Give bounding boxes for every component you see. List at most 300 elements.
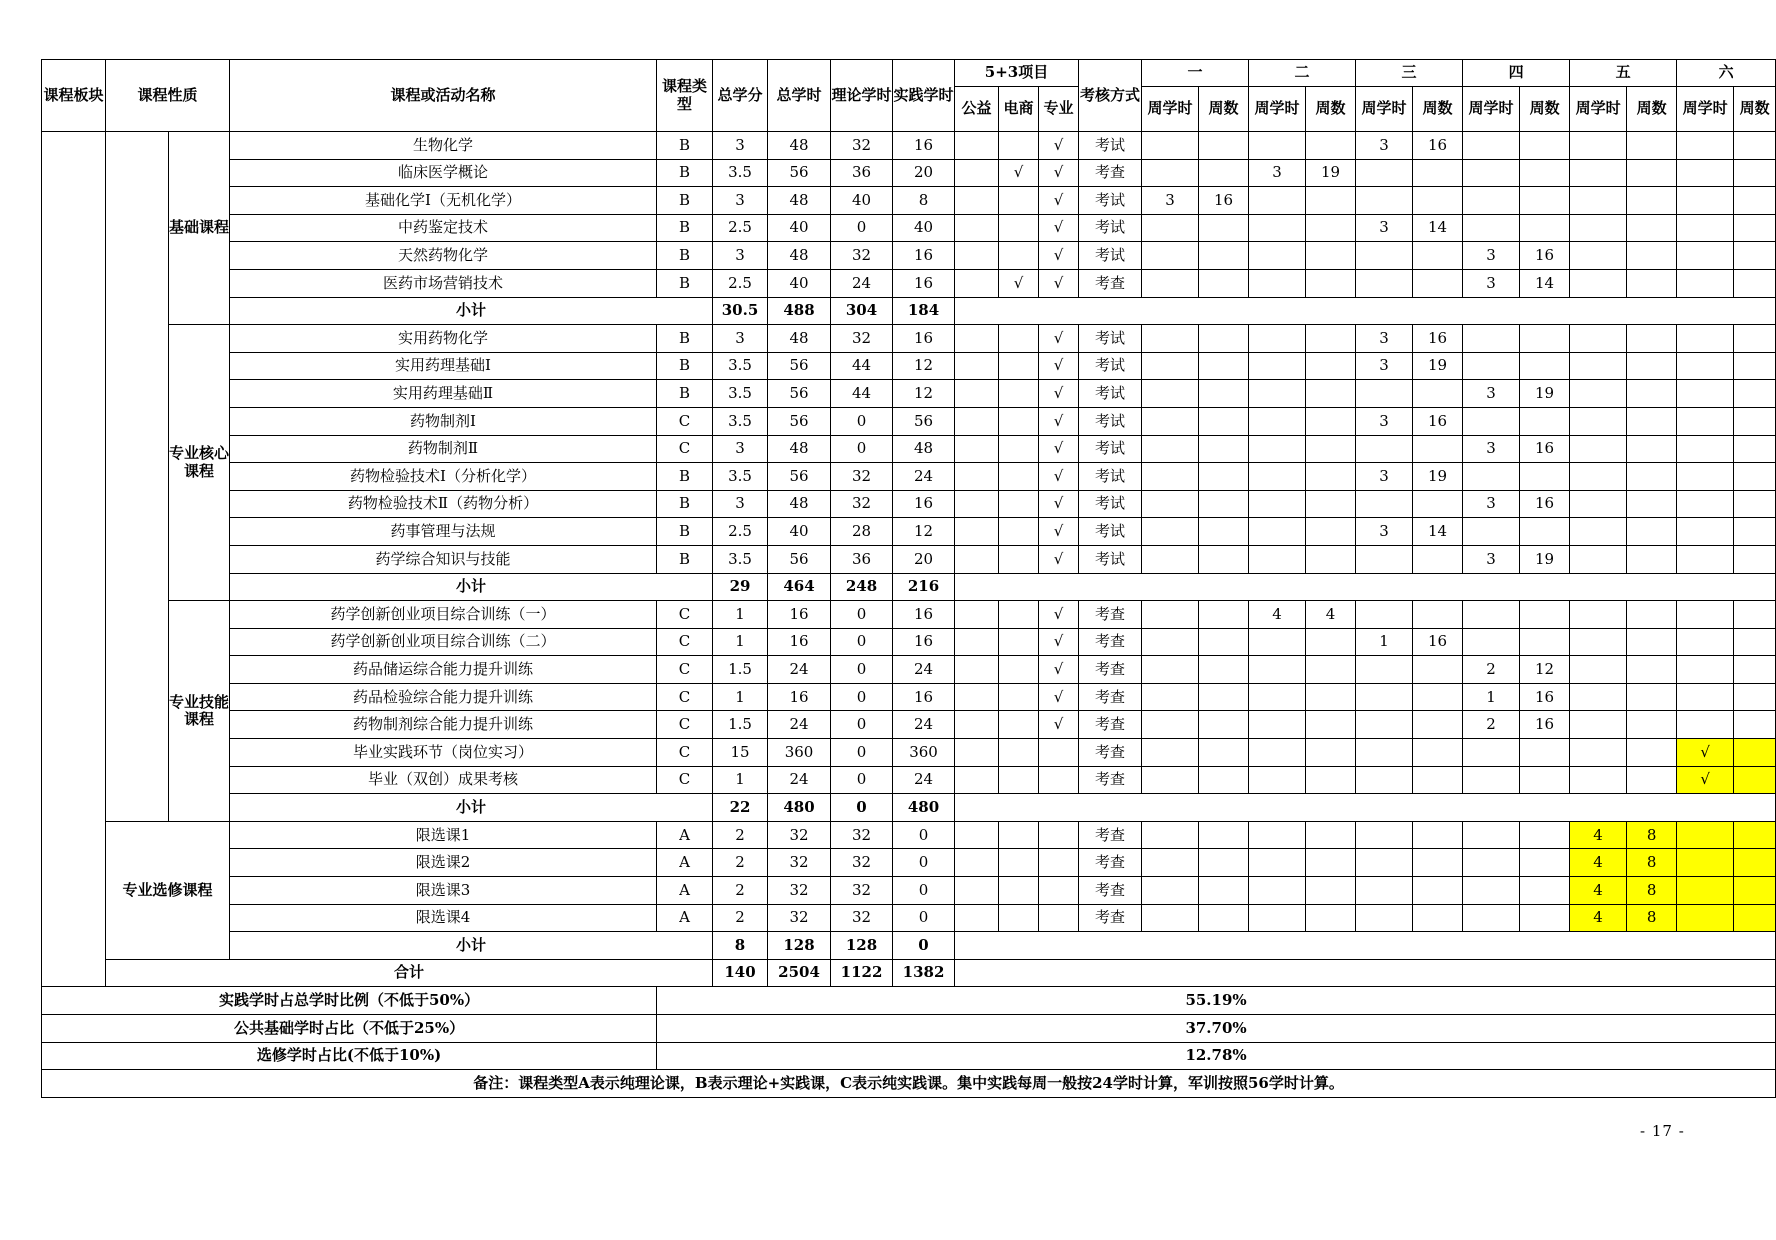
project-check (955, 601, 999, 629)
header-weekly-hours-sem-5: 周学时 (1570, 87, 1627, 132)
course-type: C (657, 407, 713, 435)
table-cell: 16 (768, 601, 831, 629)
table-cell: 32 (831, 821, 893, 849)
table-cell (1677, 325, 1734, 353)
project-check (955, 628, 999, 656)
assessment-method: 考试 (1079, 435, 1142, 463)
table-cell (1627, 407, 1677, 435)
table-cell (1199, 849, 1249, 877)
table-cell (1463, 407, 1520, 435)
table-cell (1306, 269, 1356, 297)
table-cell (1199, 380, 1249, 408)
table-cell (1413, 159, 1463, 187)
table-row (42, 821, 1776, 849)
table-cell: 2 (1463, 656, 1520, 684)
subtotal-label: 小计 (230, 297, 713, 325)
table-cell (1570, 683, 1627, 711)
table-cell (1677, 490, 1734, 518)
table-cell (1413, 683, 1463, 711)
course-type: B (657, 325, 713, 353)
table-cell: 24 (831, 269, 893, 297)
project-check (999, 877, 1039, 905)
table-cell (1570, 214, 1627, 242)
section-label: 专业技能课程 (169, 601, 230, 822)
course-name: 药物制剂Ⅱ (230, 435, 657, 463)
table-cell (1356, 683, 1413, 711)
table-cell (1520, 352, 1570, 380)
table-cell (1306, 352, 1356, 380)
table-cell (1677, 601, 1734, 629)
table-cell: 56 (893, 407, 955, 435)
table-cell (1677, 656, 1734, 684)
table-cell (1306, 877, 1356, 905)
table-cell (1413, 656, 1463, 684)
project-check: √ (1039, 187, 1079, 215)
table-cell: 3 (1463, 380, 1520, 408)
table-cell: 16 (893, 628, 955, 656)
table-cell (1520, 407, 1570, 435)
project-check: √ (1039, 352, 1079, 380)
course-type: B (657, 159, 713, 187)
table-cell: 56 (768, 380, 831, 408)
header-semester-1: 一 (1142, 60, 1249, 87)
table-cell: 16 (893, 683, 955, 711)
assessment-method: 考查 (1079, 656, 1142, 684)
table-cell: 8 (1627, 849, 1677, 877)
project-check (999, 463, 1039, 491)
table-row (42, 766, 1776, 794)
table-cell: 16 (893, 132, 955, 160)
table-cell (1677, 904, 1734, 932)
table-cell: 19 (1520, 545, 1570, 573)
table-cell: 4 (1249, 601, 1306, 629)
table-cell (1413, 766, 1463, 794)
table-cell (1199, 821, 1249, 849)
course-type: B (657, 187, 713, 215)
subtotal-label: 小计 (230, 932, 713, 960)
table-cell (1142, 545, 1199, 573)
table-cell: 48 (768, 187, 831, 215)
table-row (42, 545, 1776, 573)
table-cell: 16 (893, 601, 955, 629)
course-name: 医药市场营销技术 (230, 269, 657, 297)
subtotal-theory: 248 (831, 573, 893, 601)
table-cell: 16 (1520, 490, 1570, 518)
table-cell (1249, 904, 1306, 932)
table-cell (1142, 269, 1199, 297)
course-name: 天然药物化学 (230, 242, 657, 270)
course-type: B (657, 242, 713, 270)
project-check (999, 821, 1039, 849)
project-check (955, 766, 999, 794)
table-cell: 16 (1199, 187, 1249, 215)
table-cell (1413, 739, 1463, 767)
table-cell: 19 (1520, 380, 1570, 408)
table-cell (1734, 601, 1776, 629)
subtotal-theory: 128 (831, 932, 893, 960)
table-cell (1570, 132, 1627, 160)
table-cell (1413, 242, 1463, 270)
table-cell (1142, 904, 1199, 932)
header-semester-3: 三 (1356, 60, 1463, 87)
table-cell (1142, 214, 1199, 242)
header-weeks-sem-6: 周数 (1734, 87, 1776, 132)
header-practice-hours: 实践学时 (893, 60, 955, 132)
total-label: 合计 (106, 959, 713, 987)
table-cell: 0 (893, 904, 955, 932)
table-cell (1734, 656, 1776, 684)
block-cell (42, 132, 106, 987)
table-cell (1199, 159, 1249, 187)
table-cell: 3 (1356, 214, 1413, 242)
course-name: 药事管理与法规 (230, 518, 657, 546)
assessment-method: 考试 (1079, 518, 1142, 546)
table-cell: 16 (1520, 711, 1570, 739)
table-cell (1463, 463, 1520, 491)
table-cell (1249, 242, 1306, 270)
table-cell: 48 (768, 242, 831, 270)
table-row (42, 132, 1776, 160)
table-cell (1142, 518, 1199, 546)
table-cell (1356, 380, 1413, 408)
table-cell (1199, 545, 1249, 573)
table-cell (1734, 490, 1776, 518)
table-cell: 15 (713, 739, 768, 767)
subtotal-empty (955, 573, 1776, 601)
table-cell (1249, 739, 1306, 767)
project-check (955, 187, 999, 215)
table-cell (1734, 380, 1776, 408)
total-empty (955, 959, 1776, 987)
course-type: B (657, 518, 713, 546)
table-cell (1570, 628, 1627, 656)
table-cell: 4 (1570, 821, 1627, 849)
table-cell (1356, 849, 1413, 877)
course-name: 限选课4 (230, 904, 657, 932)
table-cell (1463, 628, 1520, 656)
table-cell (1627, 269, 1677, 297)
project-check: √ (999, 159, 1039, 187)
table-cell (1306, 545, 1356, 573)
assessment-method: 考试 (1079, 490, 1142, 518)
subtotal-row (42, 297, 1776, 325)
table-cell (1249, 849, 1306, 877)
table-cell (1627, 214, 1677, 242)
table-cell: 3.5 (713, 352, 768, 380)
table-cell (1463, 352, 1520, 380)
table-cell (1627, 656, 1677, 684)
table-cell (1677, 269, 1734, 297)
table-cell: 0 (893, 849, 955, 877)
table-cell (1142, 656, 1199, 684)
table-cell (1249, 269, 1306, 297)
table-cell: 3 (1249, 159, 1306, 187)
table-cell: √ (1677, 739, 1734, 767)
header-project-public: 公益 (955, 87, 999, 132)
table-cell (1306, 656, 1356, 684)
table-cell (1356, 821, 1413, 849)
table-cell (1249, 214, 1306, 242)
course-type: B (657, 380, 713, 408)
table-cell (1734, 463, 1776, 491)
table-cell: 36 (831, 545, 893, 573)
project-check (955, 683, 999, 711)
table-cell (1249, 187, 1306, 215)
assessment-method: 考查 (1079, 766, 1142, 794)
project-check (1039, 739, 1079, 767)
header-weekly-hours-sem-1: 周学时 (1142, 87, 1199, 132)
course-type: B (657, 490, 713, 518)
table-cell (1356, 739, 1413, 767)
table-row (42, 739, 1776, 767)
table-cell (1142, 435, 1199, 463)
assessment-method: 考试 (1079, 463, 1142, 491)
table-row (42, 628, 1776, 656)
table-cell (1199, 352, 1249, 380)
table-cell (1734, 159, 1776, 187)
subtotal-theory: 304 (831, 297, 893, 325)
header-nature: 课程性质 (106, 60, 230, 132)
header-weeks-sem-5: 周数 (1627, 87, 1677, 132)
assessment-method: 考试 (1079, 352, 1142, 380)
table-cell (1356, 656, 1413, 684)
table-cell (1627, 711, 1677, 739)
table-cell: 16 (1413, 628, 1463, 656)
table-cell (1249, 407, 1306, 435)
table-cell (1142, 849, 1199, 877)
course-name: 限选课1 (230, 821, 657, 849)
project-check (999, 242, 1039, 270)
ratio-row (42, 1042, 1776, 1070)
project-check (999, 435, 1039, 463)
project-check: √ (1039, 463, 1079, 491)
assessment-method: 考查 (1079, 821, 1142, 849)
table-cell (1142, 242, 1199, 270)
table-cell (1142, 628, 1199, 656)
table-cell: 1 (713, 628, 768, 656)
table-cell (1570, 352, 1627, 380)
table-cell (1463, 849, 1520, 877)
course-name: 药物检验技术Ⅰ（分析化学） (230, 463, 657, 491)
table-cell: 2 (1463, 711, 1520, 739)
course-type: C (657, 656, 713, 684)
table-cell: 3 (713, 435, 768, 463)
assessment-method: 考查 (1079, 159, 1142, 187)
table-cell (1463, 766, 1520, 794)
project-check (955, 545, 999, 573)
table-cell (1734, 269, 1776, 297)
table-cell: 16 (768, 683, 831, 711)
table-cell (1734, 628, 1776, 656)
table-cell (1199, 739, 1249, 767)
subtotal-theory: 0 (831, 794, 893, 822)
table-cell (1520, 849, 1570, 877)
project-check (999, 214, 1039, 242)
table-cell (1306, 214, 1356, 242)
table-cell (1356, 601, 1413, 629)
table-cell: 48 (893, 435, 955, 463)
table-cell (1570, 490, 1627, 518)
project-check: √ (999, 269, 1039, 297)
table-cell (1463, 821, 1520, 849)
table-cell (1734, 877, 1776, 905)
project-check: √ (1039, 711, 1079, 739)
project-check: √ (1039, 132, 1079, 160)
table-cell: 32 (831, 877, 893, 905)
table-cell (1249, 490, 1306, 518)
assessment-method: 考查 (1079, 904, 1142, 932)
table-cell (1413, 545, 1463, 573)
subtotal-practice: 216 (893, 573, 955, 601)
table-cell: 0 (831, 601, 893, 629)
project-check: √ (1039, 490, 1079, 518)
table-cell (1249, 877, 1306, 905)
table-cell (1520, 739, 1570, 767)
table-cell: 3 (713, 325, 768, 353)
ratio-value: 12.78% (657, 1042, 1776, 1070)
table-cell (1199, 242, 1249, 270)
table-row (42, 877, 1776, 905)
assessment-method: 考试 (1079, 325, 1142, 353)
table-cell (1734, 683, 1776, 711)
table-cell: 3.5 (713, 407, 768, 435)
ratio-label: 公共基础学时占比（不低于25%） (42, 1015, 657, 1043)
project-check (999, 545, 1039, 573)
table-cell: 3 (1356, 132, 1413, 160)
table-cell (1734, 518, 1776, 546)
table-cell: 16 (768, 628, 831, 656)
table-cell (1306, 711, 1356, 739)
table-cell (1463, 739, 1520, 767)
header-weeks-sem-2: 周数 (1306, 87, 1356, 132)
header-weeks-sem-4: 周数 (1520, 87, 1570, 132)
project-check: √ (1039, 518, 1079, 546)
table-cell: 0 (893, 877, 955, 905)
table-cell: 8 (1627, 821, 1677, 849)
table-cell: 3.5 (713, 545, 768, 573)
subtotal-practice: 0 (893, 932, 955, 960)
assessment-method: 考试 (1079, 407, 1142, 435)
table-cell: 24 (893, 711, 955, 739)
table-row (42, 518, 1776, 546)
course-name: 临床医学概论 (230, 159, 657, 187)
table-cell (1520, 518, 1570, 546)
table-cell (1734, 407, 1776, 435)
table-cell: 3 (1463, 490, 1520, 518)
table-cell (1520, 877, 1570, 905)
course-type: C (657, 435, 713, 463)
project-check (955, 849, 999, 877)
assessment-method: 考查 (1079, 269, 1142, 297)
table-cell: 40 (768, 518, 831, 546)
table-cell (1199, 435, 1249, 463)
assessment-method: 考试 (1079, 380, 1142, 408)
table-cell: 36 (831, 159, 893, 187)
table-cell: 24 (768, 766, 831, 794)
table-cell (1520, 821, 1570, 849)
table-cell: 48 (768, 132, 831, 160)
project-check (955, 518, 999, 546)
table-cell (1199, 407, 1249, 435)
project-check (955, 352, 999, 380)
table-cell (1677, 407, 1734, 435)
course-name: 中药鉴定技术 (230, 214, 657, 242)
table-cell: 2.5 (713, 269, 768, 297)
table-cell (1734, 325, 1776, 353)
table-cell (1306, 628, 1356, 656)
table-cell (1199, 711, 1249, 739)
table-cell: 0 (831, 214, 893, 242)
table-cell: 4 (1570, 877, 1627, 905)
table-cell: 56 (768, 352, 831, 380)
subtotal-hours: 480 (768, 794, 831, 822)
table-cell (1249, 766, 1306, 794)
project-check: √ (1039, 435, 1079, 463)
course-name: 药物制剂综合能力提升训练 (230, 711, 657, 739)
ratio-label: 实践学时占总学时比例（不低于50%） (42, 987, 657, 1015)
table-cell (1249, 132, 1306, 160)
table-cell: 32 (831, 132, 893, 160)
course-name: 生物化学 (230, 132, 657, 160)
header-row-1 (42, 60, 1776, 87)
table-cell (1249, 821, 1306, 849)
subtotal-practice: 184 (893, 297, 955, 325)
assessment-method: 考查 (1079, 849, 1142, 877)
total-theory: 1122 (831, 959, 893, 987)
project-check: √ (1039, 242, 1079, 270)
table-cell (1570, 159, 1627, 187)
table-cell: 3 (1142, 187, 1199, 215)
project-check: √ (1039, 545, 1079, 573)
table-cell (1142, 407, 1199, 435)
table-row (42, 490, 1776, 518)
table-cell: 32 (768, 821, 831, 849)
table-cell: 32 (768, 849, 831, 877)
footnote: 备注：课程类型A表示纯理论课，B表示理论+实践课，C表示纯实践课。集中实践每周一般按24学时计算，军训按照56学时计算。 (42, 1070, 1776, 1098)
table-cell (1734, 849, 1776, 877)
project-check (1039, 904, 1079, 932)
table-cell (1734, 214, 1776, 242)
table-cell: 32 (831, 490, 893, 518)
project-check (1039, 877, 1079, 905)
project-check: √ (1039, 601, 1079, 629)
table-cell (1356, 490, 1413, 518)
subtotal-credits: 22 (713, 794, 768, 822)
table-cell (1627, 766, 1677, 794)
table-cell: 44 (831, 380, 893, 408)
table-cell (1627, 739, 1677, 767)
course-name: 限选课2 (230, 849, 657, 877)
table-row (42, 325, 1776, 353)
table-cell (1677, 518, 1734, 546)
table-cell: 32 (831, 325, 893, 353)
table-cell: 32 (768, 877, 831, 905)
table-cell: 16 (893, 242, 955, 270)
table-cell (1570, 545, 1627, 573)
project-check (999, 132, 1039, 160)
table-cell: 0 (831, 407, 893, 435)
table-cell: 2 (713, 877, 768, 905)
table-cell (1306, 821, 1356, 849)
table-cell: 24 (893, 766, 955, 794)
subtotal-credits: 29 (713, 573, 768, 601)
table-cell (1570, 766, 1627, 794)
course-type: A (657, 904, 713, 932)
table-cell (1413, 601, 1463, 629)
table-cell (1142, 463, 1199, 491)
table-cell (1570, 187, 1627, 215)
table-cell (1570, 518, 1627, 546)
